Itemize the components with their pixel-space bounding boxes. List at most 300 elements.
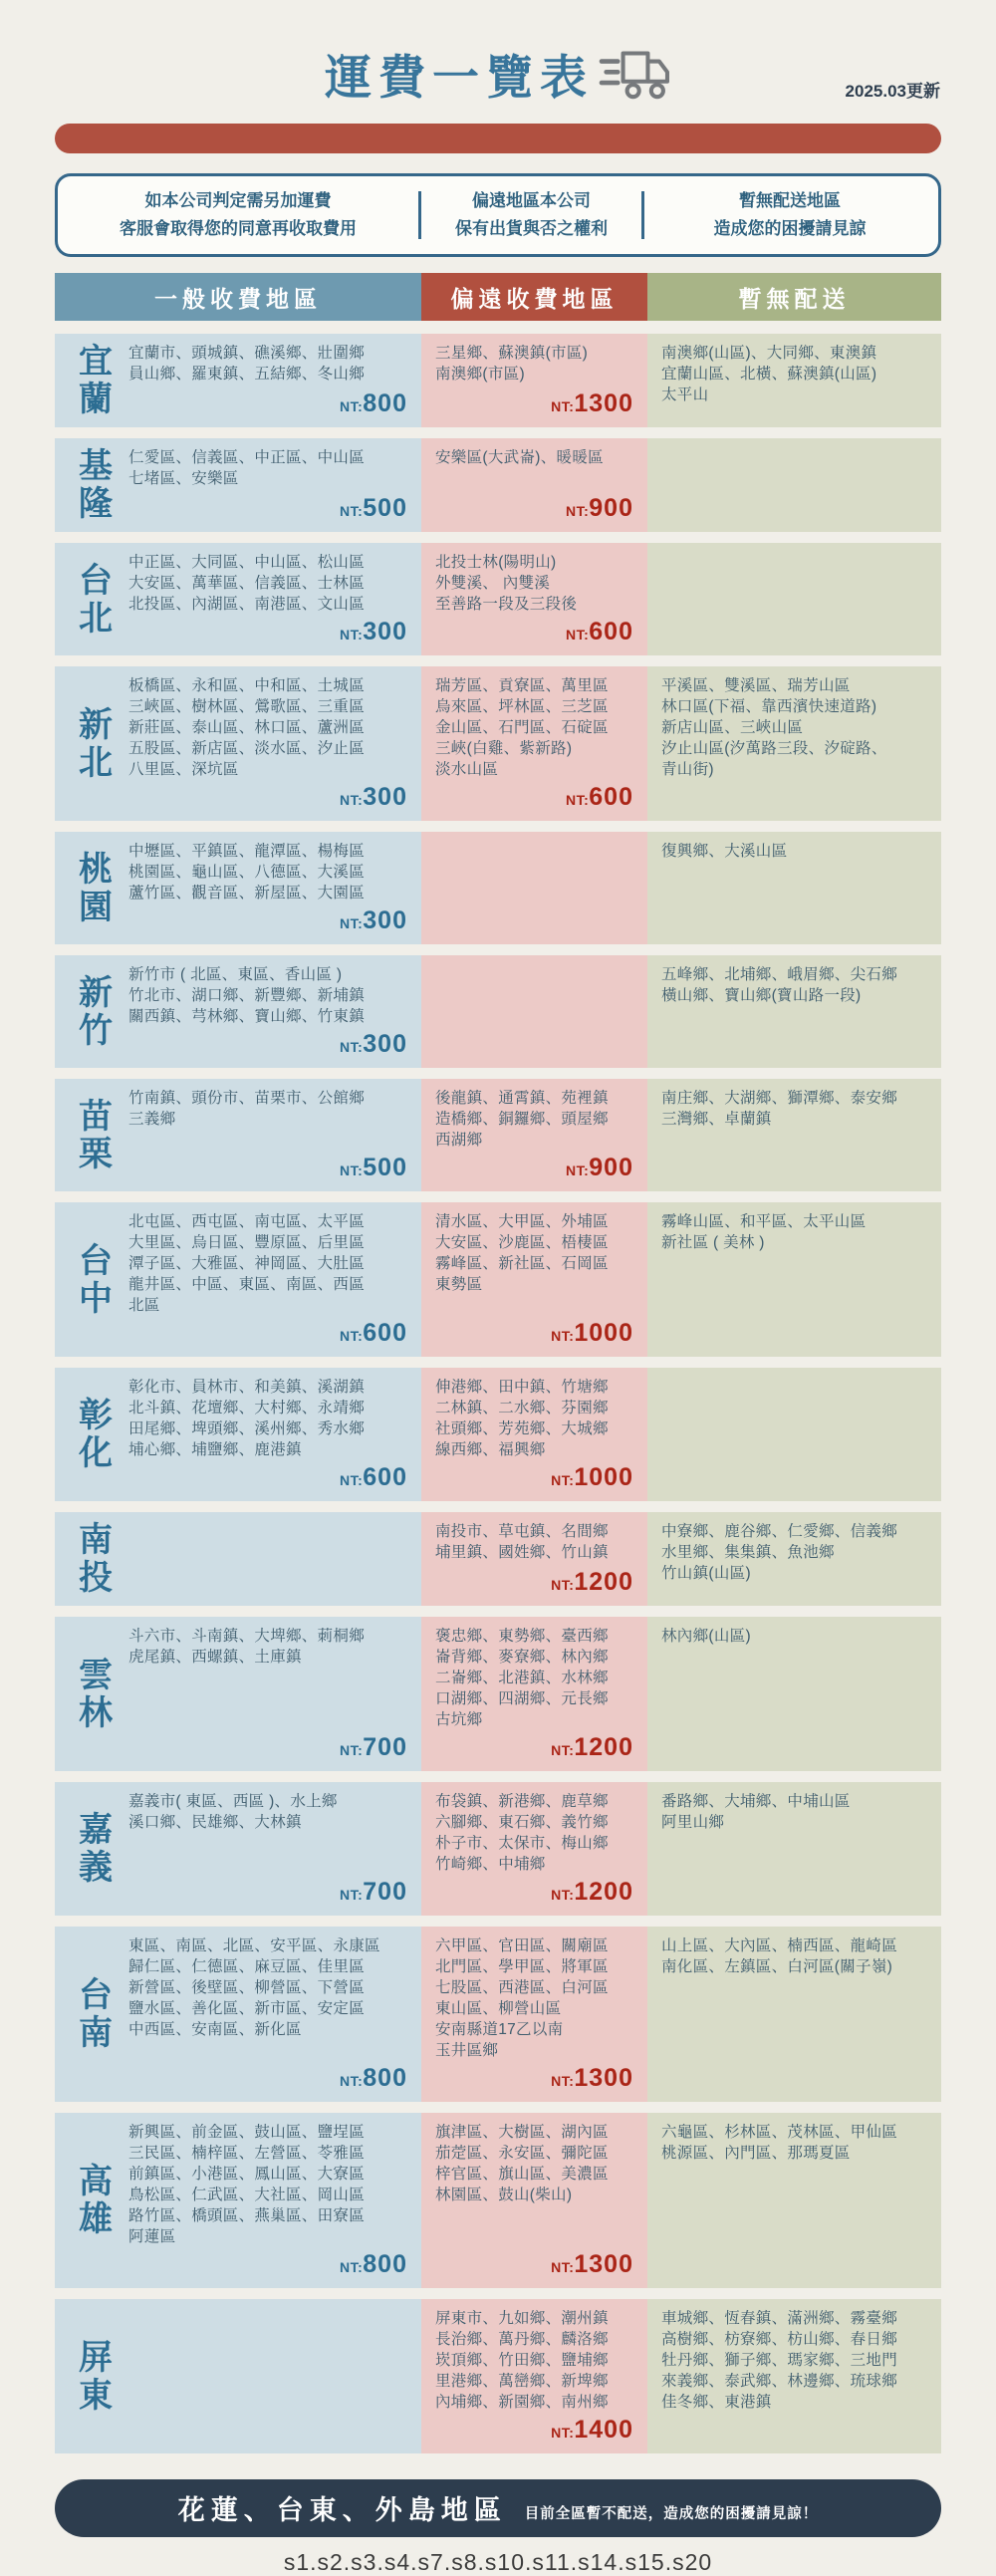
- general-area-line: 蘆竹區、觀音區、新屋區、大園區: [128, 885, 366, 902]
- price-prefix: NT:: [566, 792, 590, 809]
- no-delivery-section: [647, 1512, 941, 1606]
- region-row: [55, 334, 941, 427]
- column-header-general: 一般收費地區: [55, 273, 421, 321]
- remote-area-line: 烏來區、坪林區、三芝區: [435, 698, 609, 716]
- region-char: 蘭: [79, 381, 113, 419]
- no-delivery-area-line: 阿里山鄉: [661, 1814, 725, 1832]
- note-line: 造成您的困擾請見諒: [713, 219, 867, 239]
- column-header-remote: 偏遠收費地區: [421, 273, 647, 321]
- general-area-line: 七堵區、安樂區: [128, 470, 239, 488]
- region-char: 北: [79, 743, 113, 782]
- general-section: [55, 666, 421, 821]
- general-areas: [123, 2308, 407, 2445]
- general-areas: [123, 343, 407, 418]
- price-tag: [128, 386, 407, 418]
- region-row: [55, 832, 941, 944]
- price-prefix: NT:: [551, 1328, 575, 1345]
- no-delivery-area-line: 林內鄉(山區): [661, 1628, 751, 1646]
- general-areas: [123, 552, 407, 646]
- banner-note: 目前全區暫不配送，造成您的困擾請見諒！: [524, 2506, 819, 2523]
- region-char: 新: [79, 705, 113, 744]
- price-tag: [435, 780, 633, 812]
- region-char: 台: [79, 1976, 113, 2015]
- remote-section: [421, 1512, 647, 1606]
- remote-area-line: 西湖鄉: [435, 1132, 483, 1150]
- general-areas: [123, 1626, 407, 1762]
- general-area-line: 斗六市、斗南鎮、大埤鄉、莿桐鄉: [128, 1628, 366, 1646]
- price-tag: [128, 615, 407, 646]
- general-areas: [123, 1521, 407, 1597]
- price-amount: 600: [363, 1319, 407, 1348]
- no-delivery-area-line: 霧峰山區、和平區、太平山區: [661, 1213, 867, 1231]
- general-area-line: 虎尾鎮、西螺鎮、土庫鎮: [128, 1649, 302, 1667]
- price-prefix: NT:: [566, 1162, 590, 1179]
- general-areas: [123, 447, 407, 523]
- no-delivery-area-line: 水里鄉、集集鎮、魚池鄉: [661, 1544, 835, 1562]
- general-section: [55, 1368, 421, 1501]
- remote-area-line: 長治鄉、萬丹鄉、麟洛鄉: [435, 2331, 609, 2349]
- note-line: 暫無配送地區: [739, 191, 841, 210]
- general-areas: [123, 1088, 407, 1182]
- no-delivery-area-line: 六龜區、杉林區、茂林區、甲仙區: [661, 2124, 898, 2142]
- general-section: [55, 2113, 421, 2288]
- region-char: 新: [79, 973, 113, 1012]
- general-section: [55, 955, 421, 1068]
- price-tag: [128, 2061, 407, 2093]
- price-tag: [128, 491, 407, 523]
- region-char: 屏: [79, 2338, 113, 2377]
- region-label: [69, 343, 123, 418]
- remote-area-line: 崁頂鄉、竹田鄉、鹽埔鄉: [435, 2352, 609, 2370]
- general-area-line: 中西區、安南區、新化區: [128, 2021, 302, 2039]
- no-delivery-area-line: 中寮鄉、鹿谷鄉、仁愛鄉、信義鄉: [661, 1523, 898, 1541]
- page-title: 運費一覽表: [325, 51, 594, 105]
- remote-area-line: 口湖鄉、四湖鄉、元長鄉: [435, 1690, 609, 1708]
- general-section: [55, 2299, 421, 2453]
- remote-area-line: 至善路一段及三段後: [435, 596, 578, 614]
- remote-area-line: 霧峰區、新社區、石岡區: [435, 1255, 609, 1273]
- price-prefix: NT:: [551, 398, 575, 415]
- no-delivery-area-line: 南化區、左鎮區、白河區(關子嶺): [661, 1958, 893, 1976]
- remote-section: [421, 2113, 647, 2288]
- price-prefix: NT:: [340, 1039, 364, 1056]
- general-area-line: 田尾鄉、埤頭鄉、溪州鄉、秀水鄉: [128, 1420, 366, 1438]
- remote-section: [421, 438, 647, 532]
- no-delivery-area-line: 新店山區、三峽山區: [661, 719, 804, 737]
- remote-area-line: 古坑鄉: [435, 1711, 483, 1729]
- general-area-line: 仁愛區、信義區、中正區、中山區: [128, 449, 366, 467]
- general-areas: [123, 1377, 407, 1492]
- general-area-line: 溪口鄉、民雄鄉、大林鎮: [128, 1814, 302, 1832]
- no-delivery-area-line: 復興鄉、大溪山區: [661, 843, 788, 861]
- no-delivery-area-line: 番路鄉、大埔鄉、中埔山區: [661, 1793, 851, 1811]
- general-section: [55, 832, 421, 944]
- no-delivery-area-line: 佳冬鄉、東港鎮: [661, 2394, 772, 2412]
- region-row: [55, 955, 941, 1068]
- region-label: [69, 1791, 123, 1907]
- price-tag: [435, 1730, 633, 1762]
- region-char: 台: [79, 1241, 113, 1280]
- no-delivery-area-line: 平溪區、雙溪區、瑞芳山區: [661, 677, 851, 695]
- price-prefix: NT:: [340, 627, 364, 644]
- price-amount: 1200: [574, 1733, 633, 1762]
- region-char: 義: [79, 1849, 113, 1888]
- remote-area-line: 南澳鄉(市區): [435, 366, 525, 384]
- remote-area-line: 北投士林(陽明山): [435, 554, 557, 572]
- general-area-line: 中正區、大同區、中山區、松山區: [128, 554, 366, 572]
- region-row: [55, 666, 941, 821]
- region-char: 北: [79, 599, 113, 638]
- column-headers: [55, 273, 941, 321]
- region-label: [69, 675, 123, 812]
- no-delivery-section: [647, 1617, 941, 1771]
- general-area-line: 歸仁區、仁德區、麻豆區、佳里區: [128, 1958, 366, 1976]
- remote-area-line: 朴子市、太保市、梅山鄉: [435, 1835, 609, 1853]
- remote-section: [421, 1927, 647, 2102]
- region-row: [55, 1368, 941, 1501]
- no-delivery-area-line: 宜蘭山區、北橫、蘇澳鎮(山區): [661, 366, 877, 384]
- price-prefix: NT:: [340, 792, 364, 809]
- remote-area-line: 造橋鄉、銅鑼鄉、頭屋鄉: [435, 1111, 609, 1129]
- no-delivery-section: [647, 666, 941, 821]
- region-label: [69, 447, 123, 523]
- general-area-line: 桃園區、龜山區、八德區、大溪區: [128, 864, 366, 882]
- remote-area-line: 北門區、學甲區、將軍區: [435, 1958, 609, 1976]
- no-delivery-banner: [55, 2479, 941, 2537]
- region-label: [69, 841, 123, 935]
- remote-area-line: 安樂區(大武崙)、暖暖區: [435, 449, 604, 467]
- no-delivery-section: [647, 2299, 941, 2453]
- remote-area-line: 竹崎鄉、中埔鄉: [435, 1856, 546, 1874]
- general-section: [55, 543, 421, 655]
- no-delivery-section: [647, 1202, 941, 1357]
- price-amount: 300: [363, 618, 407, 646]
- remote-area-line: 淡水山區: [435, 761, 499, 779]
- no-delivery-area-line: 太平山: [661, 386, 709, 404]
- region-row: [55, 1617, 941, 1771]
- price-amount: 700: [363, 1733, 407, 1762]
- general-area-line: 北投區、內湖區、南港區、文山區: [128, 596, 366, 614]
- remote-area-line: 內埔鄉、新園鄉、南州鄉: [435, 2394, 609, 2412]
- no-delivery-area-line: 山上區、大內區、楠西區、龍崎區: [661, 1937, 898, 1955]
- remote-area-line: 旗津區、大樹區、湖內區: [435, 2124, 609, 2142]
- remote-area-line: 玉井區鄉: [435, 2042, 499, 2060]
- general-section: [55, 1202, 421, 1357]
- remote-area-line: 東勢區: [435, 1276, 483, 1294]
- region-char: 南: [79, 2014, 113, 2053]
- remote-area-line: 外雙溪、 內雙溪: [435, 575, 551, 593]
- price-tag: [435, 2413, 633, 2445]
- no-delivery-section: [647, 543, 941, 655]
- price-prefix: NT:: [551, 2425, 575, 2442]
- region-label: [69, 552, 123, 646]
- no-delivery-area-line: 牡丹鄉、獅子鄉、瑪家鄉、三地門: [661, 2352, 898, 2370]
- price-tag: [435, 491, 633, 523]
- general-area-line: 新莊區、泰山區、林口區、蘆洲區: [128, 719, 366, 737]
- region-char: 雄: [79, 2200, 113, 2239]
- general-area-line: 員山鄉、羅東鎮、五結鄉、冬山鄉: [128, 366, 366, 384]
- general-area-line: 五股區、新店區、淡水區、汐止區: [128, 740, 366, 758]
- price-prefix: NT:: [551, 1472, 575, 1489]
- region-char: 竹: [79, 1011, 113, 1050]
- price-amount: 700: [363, 1878, 407, 1907]
- remote-area-line: 六甲區、官田區、關廟區: [435, 1937, 609, 1955]
- no-delivery-section: [647, 1782, 941, 1916]
- general-area-line: 前鎮區、小港區、鳳山區、大寮區: [128, 2166, 366, 2184]
- note-remote-right: [421, 187, 641, 243]
- remote-area-line: 褒忠鄉、東勢鄉、臺西鄉: [435, 1628, 609, 1646]
- general-areas: [123, 1791, 407, 1907]
- general-area-line: 三民區、楠梓區、左營區、苓雅區: [128, 2145, 366, 2163]
- region-char: 化: [79, 1434, 113, 1473]
- price-amount: 1000: [574, 1463, 633, 1492]
- region-row: [55, 2299, 941, 2453]
- price-amount: 900: [589, 1154, 633, 1182]
- price-amount: 600: [589, 618, 633, 646]
- price-prefix: NT:: [340, 1887, 364, 1904]
- price-tag: [128, 2247, 407, 2279]
- price-tag: [128, 1151, 407, 1182]
- general-areas: [123, 841, 407, 935]
- rows-container: [55, 334, 941, 2453]
- general-area-line: 埔心鄉、埔鹽鄉、鹿港鎮: [128, 1441, 302, 1459]
- price-tag: [435, 1875, 633, 1907]
- price-prefix: NT:: [551, 2073, 575, 2090]
- note-no-delivery: [644, 187, 935, 243]
- price-amount: 300: [363, 906, 407, 935]
- region-row: [55, 2113, 941, 2288]
- price-amount: 300: [363, 1030, 407, 1059]
- price-tag: [128, 780, 407, 812]
- no-delivery-section: [647, 334, 941, 427]
- no-delivery-area-line: 竹山鎮(山區): [661, 1565, 751, 1583]
- remote-area-line: 二崙鄉、北港鎮、水林鄉: [435, 1670, 609, 1687]
- general-area-line: 東區、南區、北區、安平區、永康區: [128, 1937, 380, 1955]
- no-delivery-area-line: 青山街): [661, 761, 714, 779]
- remote-area-line: 伸港鄉、田中鎮、竹塘鄉: [435, 1379, 609, 1397]
- general-area-line: 中壢區、平鎮區、龍潭區、楊梅區: [128, 843, 366, 861]
- region-row: [55, 543, 941, 655]
- price-tag: [435, 1460, 633, 1492]
- general-area-line: 北斗鎮、花壇鄉、大村鄉、永靖鄉: [128, 1400, 366, 1417]
- price-prefix: NT:: [340, 2073, 364, 2090]
- price-prefix: NT:: [551, 1887, 575, 1904]
- remote-area-line: 大安區、沙鹿區、梧棲區: [435, 1234, 609, 1252]
- delivery-truck-icon: [598, 46, 671, 104]
- general-area-line: 新興區、前金區、鼓山區、鹽埕區: [128, 2124, 366, 2142]
- region-char: 嘉: [79, 1811, 113, 1850]
- region-char: 台: [79, 561, 113, 600]
- general-areas: [123, 1211, 407, 1348]
- price-amount: 1400: [574, 2416, 633, 2445]
- banner-title: 花蓮、台東、外島地區: [177, 2495, 507, 2526]
- general-area-line: 竹南鎮、頭份市、苗栗市、公館鄉: [128, 1090, 366, 1108]
- no-delivery-area-line: 南庄鄉、大湖鄉、獅潭鄉、泰安鄉: [661, 1090, 898, 1108]
- no-delivery-section: [647, 2113, 941, 2288]
- general-areas: [123, 675, 407, 812]
- no-delivery-section: [647, 1927, 941, 2102]
- price-amount: 300: [363, 783, 407, 812]
- region-row: [55, 1927, 941, 2102]
- general-area-line: 潭子區、大雅區、神岡區、大肚區: [128, 1255, 366, 1273]
- price-amount: 800: [363, 2250, 407, 2279]
- remote-area-line: 七股區、西港區、白河區: [435, 1979, 609, 1997]
- region-label: [69, 1626, 123, 1762]
- remote-section: [421, 1782, 647, 1916]
- region-row: [55, 1512, 941, 1606]
- remote-section: [421, 1617, 647, 1771]
- remote-section: [421, 832, 647, 944]
- general-area-line: 嘉義市( 東區、西區 )、水上鄉: [128, 1793, 338, 1811]
- general-section: [55, 1617, 421, 1771]
- price-tag: [128, 1027, 407, 1059]
- column-header-no-delivery: 暫無配送: [647, 273, 941, 321]
- no-delivery-area-line: 桃源區、內門區、那瑪夏區: [661, 2145, 851, 2163]
- region-label: [69, 1935, 123, 2093]
- remote-area-line: 布袋鎮、新港鄉、鹿草鄉: [435, 1793, 609, 1811]
- price-amount: 900: [589, 494, 633, 523]
- no-delivery-section: [647, 1079, 941, 1191]
- region-char: 桃: [79, 850, 113, 889]
- price-amount: 1200: [574, 1878, 633, 1907]
- remote-area-line: 三峽(白雞、紫新路): [435, 740, 573, 758]
- general-areas: [123, 2122, 407, 2279]
- general-area-line: 新竹市 ( 北區、東區、香山區 ): [128, 966, 343, 984]
- price-tag: [435, 1151, 633, 1182]
- general-areas: [123, 964, 407, 1059]
- general-area-line: 大里區、烏日區、豐原區、后里區: [128, 1234, 366, 1252]
- remote-area-line: 屏東市、九如鄉、潮州鎮: [435, 2310, 609, 2328]
- price-prefix: NT:: [340, 503, 364, 520]
- remote-section: [421, 1202, 647, 1357]
- note-line: 如本公司判定需另加運費: [144, 191, 332, 210]
- price-amount: 1000: [574, 1319, 633, 1348]
- note-surcharge: [58, 187, 418, 243]
- region-char: 高: [79, 2163, 113, 2201]
- region-char: 彰: [79, 1397, 113, 1435]
- price-tag: [435, 2061, 633, 2093]
- price-prefix: NT:: [340, 1742, 364, 1759]
- remote-section: [421, 1368, 647, 1501]
- no-delivery-area-line: 新社區 ( 美林 ): [661, 1234, 765, 1252]
- general-area-line: 三義鄉: [128, 1111, 176, 1129]
- region-label: [69, 1521, 123, 1597]
- remote-area-line: 瑞芳區、貢寮區、萬里區: [435, 677, 609, 695]
- price-tag: [128, 903, 407, 935]
- general-section: [55, 1079, 421, 1191]
- region-label: [69, 2122, 123, 2279]
- price-prefix: NT:: [551, 2259, 575, 2276]
- region-label: [69, 2308, 123, 2445]
- no-delivery-area-line: 來義鄉、泰武鄉、林邊鄉、琉球鄉: [661, 2373, 898, 2391]
- general-section: [55, 1512, 421, 1606]
- region-row: [55, 1782, 941, 1916]
- region-char: 宜: [79, 343, 113, 382]
- remote-area-line: 清水區、大甲區、外埔區: [435, 1213, 609, 1231]
- remote-area-line: 後龍鎮、通霄鎮、苑裡鎮: [435, 1090, 609, 1108]
- price-prefix: NT:: [566, 503, 590, 520]
- no-delivery-section: [647, 832, 941, 944]
- price-amount: 1200: [574, 1568, 633, 1597]
- general-area-line: 北屯區、西屯區、南屯區、太平區: [128, 1213, 366, 1231]
- price-amount: 600: [589, 783, 633, 812]
- remote-section: [421, 2299, 647, 2453]
- price-amount: 800: [363, 2064, 407, 2093]
- no-delivery-area-line: 五峰鄉、北埔鄉、峨眉鄉、尖石鄉: [661, 966, 898, 984]
- region-label: [69, 964, 123, 1059]
- general-section: [55, 334, 421, 427]
- no-delivery-area-line: 橫山鄉、寶山鄉(寶山路一段): [661, 987, 862, 1005]
- no-delivery-section: [647, 438, 941, 532]
- general-area-line: 鳥松區、仁武區、大社區、岡山區: [128, 2187, 366, 2204]
- price-tag: [128, 1316, 407, 1348]
- remote-area-line: 茄萣區、永安區、彌陀區: [435, 2145, 609, 2163]
- red-divider-bar: [55, 124, 941, 153]
- price-tag: [435, 1316, 633, 1348]
- no-delivery-area-line: 林口區(下福、靠西濱快速道路): [661, 698, 877, 716]
- region-label: [69, 1088, 123, 1182]
- region-char: 南: [79, 1521, 113, 1560]
- price-amount: 800: [363, 389, 407, 418]
- price-prefix: NT:: [340, 1328, 364, 1345]
- general-section: [55, 1782, 421, 1916]
- remote-area-line: 六腳鄉、東石鄉、義竹鄉: [435, 1814, 609, 1832]
- price-amount: 500: [363, 1154, 407, 1182]
- region-row: [55, 1202, 941, 1357]
- general-section: [55, 1927, 421, 2102]
- general-area-line: 新營區、後壁區、柳營區、下營區: [128, 1979, 366, 1997]
- price-tag: [435, 615, 633, 646]
- price-prefix: NT:: [340, 398, 364, 415]
- price-amount: 1300: [574, 389, 633, 418]
- remote-area-line: 二林鎮、二水鄉、芬園鄉: [435, 1400, 609, 1417]
- footer-code: s1.s2.s3.s4.s7.s8.s10.s11.s14.s15.s20: [283, 2549, 713, 2576]
- region-char: 投: [79, 1559, 113, 1598]
- remote-area-line: 梓官區、旗山區、美濃區: [435, 2166, 609, 2184]
- remote-section: [421, 334, 647, 427]
- general-area-line: 彰化市、員林市、和美鎮、溪湖鎮: [128, 1379, 366, 1397]
- note-line: 偏遠地區本公司: [472, 191, 591, 210]
- price-amount: 1300: [574, 2064, 633, 2093]
- general-areas: [123, 1935, 407, 2093]
- remote-area-line: 社頭鄉、芳苑鄉、大城鄉: [435, 1420, 609, 1438]
- no-delivery-area-line: 南澳鄉(山區)、大同鄉、東澳鎮: [661, 345, 877, 363]
- price-amount: 600: [363, 1463, 407, 1492]
- region-char: 園: [79, 888, 113, 926]
- region-row: [55, 1079, 941, 1191]
- remote-area-line: 南投市、草屯鎮、名間鄉: [435, 1523, 609, 1541]
- updated-date: 2025.03更新: [845, 82, 940, 101]
- region-char: 雲: [79, 1656, 113, 1694]
- general-area-line: 關西鎮、芎林鄉、寶山鄉、竹東鎮: [128, 1008, 366, 1026]
- price-amount: 1300: [574, 2250, 633, 2279]
- price-prefix: NT:: [340, 2259, 364, 2276]
- price-prefix: NT:: [551, 1742, 575, 1759]
- price-tag: [435, 386, 633, 418]
- remote-area-line: 線西鄉、福興鄉: [435, 1441, 546, 1459]
- general-area-line: 大安區、萬華區、信義區、士林區: [128, 575, 366, 593]
- no-delivery-area-line: 車城鄉、恆春鎮、滿洲鄉、霧臺鄉: [661, 2310, 898, 2328]
- remote-area-line: 埔里鎮、國姓鄉、竹山鎮: [435, 1544, 609, 1562]
- general-area-line: 北區: [128, 1297, 160, 1315]
- price-prefix: NT:: [566, 627, 590, 644]
- notes-box: [55, 173, 941, 257]
- region-char: 基: [79, 447, 113, 486]
- region-char: 栗: [79, 1135, 113, 1173]
- region-char: 林: [79, 1693, 113, 1732]
- no-delivery-section: [647, 955, 941, 1068]
- remote-section: [421, 543, 647, 655]
